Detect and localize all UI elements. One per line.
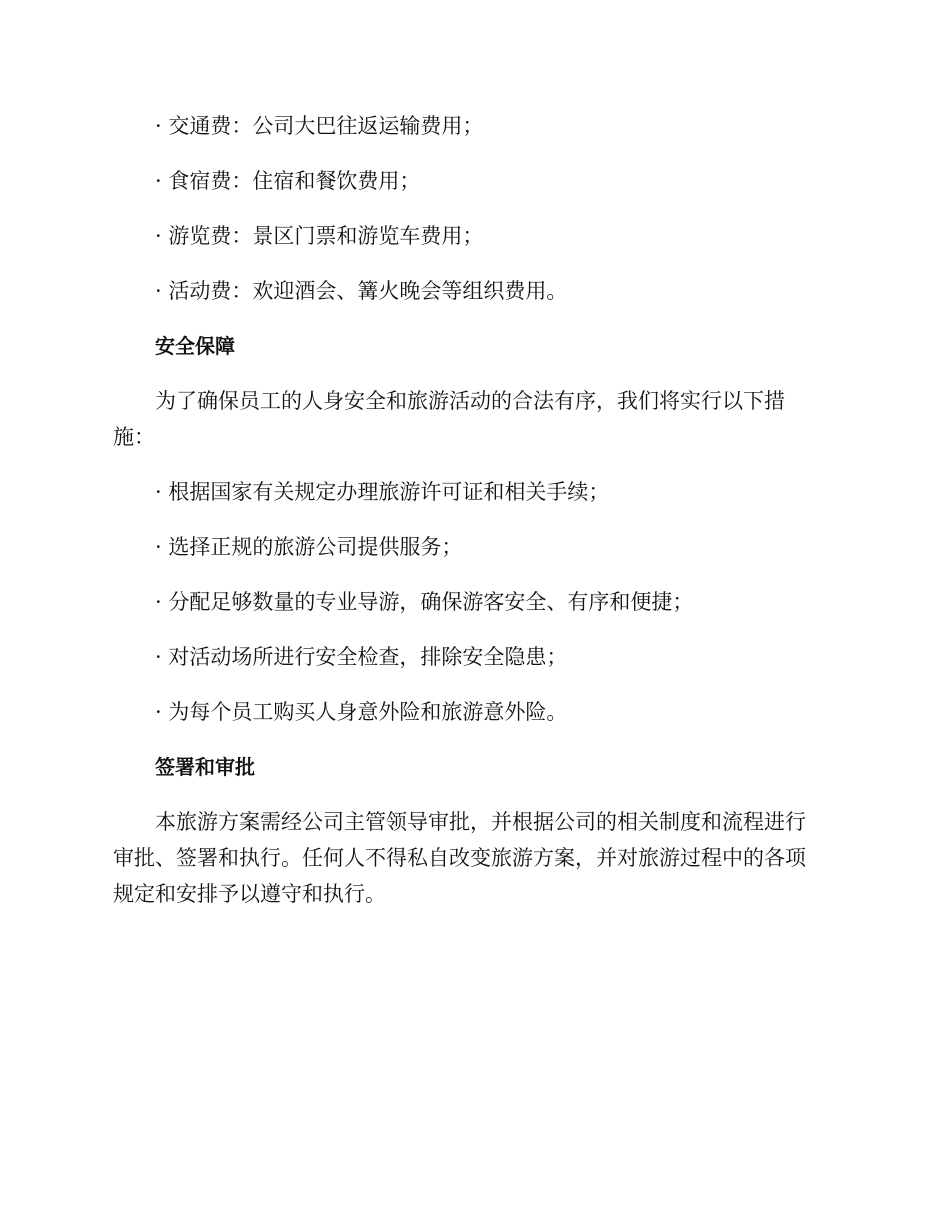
safety-item-agency: · 选择正规的旅游公司提供服务；: [155, 535, 463, 559]
paragraph-line: 本旅游方案需经公司主管领导审批，并根据公司的相关制度和流程进行: [155, 810, 806, 834]
cost-item-sightseeing: · 游览费：景区门票和游览车费用；: [155, 224, 484, 248]
safety-item-insurance: · 为每个员工购买人身意外险和旅游意外险。: [155, 700, 568, 724]
approval-paragraph: [113, 804, 833, 912]
safety-item-inspection: · 对活动场所进行安全检查，排除安全隐患；: [155, 645, 568, 669]
safety-intro-paragraph: [113, 383, 833, 455]
safety-item-guides: · 分配足够数量的专业导游，确保游客安全、有序和便捷；: [155, 590, 694, 614]
cost-item-transport: · 交通费：公司大巴往返运输费用；: [155, 114, 484, 138]
safety-item-permit: · 根据国家有关规定办理旅游许可证和相关手续；: [155, 480, 610, 504]
section-heading-safety: 安全保障: [155, 334, 235, 358]
paragraph-line: 审批、签署和执行。任何人不得私自改变旅游方案，并对旅游过程中的各项: [113, 846, 806, 870]
paragraph-line: 施：: [113, 425, 155, 449]
cost-item-activity: · 活动费：欢迎酒会、篝火晚会等组织费用。: [155, 279, 568, 303]
cost-item-lodging: · 食宿费：住宿和餐饮费用；: [155, 169, 421, 193]
document-content: [113, 108, 833, 931]
paragraph-line: 规定和安排予以遵守和执行。: [113, 882, 386, 906]
paragraph-line: 为了确保员工的人身安全和旅游活动的合法有序，我们将实行以下措: [155, 389, 785, 413]
section-heading-approval: 签署和审批: [155, 755, 255, 779]
